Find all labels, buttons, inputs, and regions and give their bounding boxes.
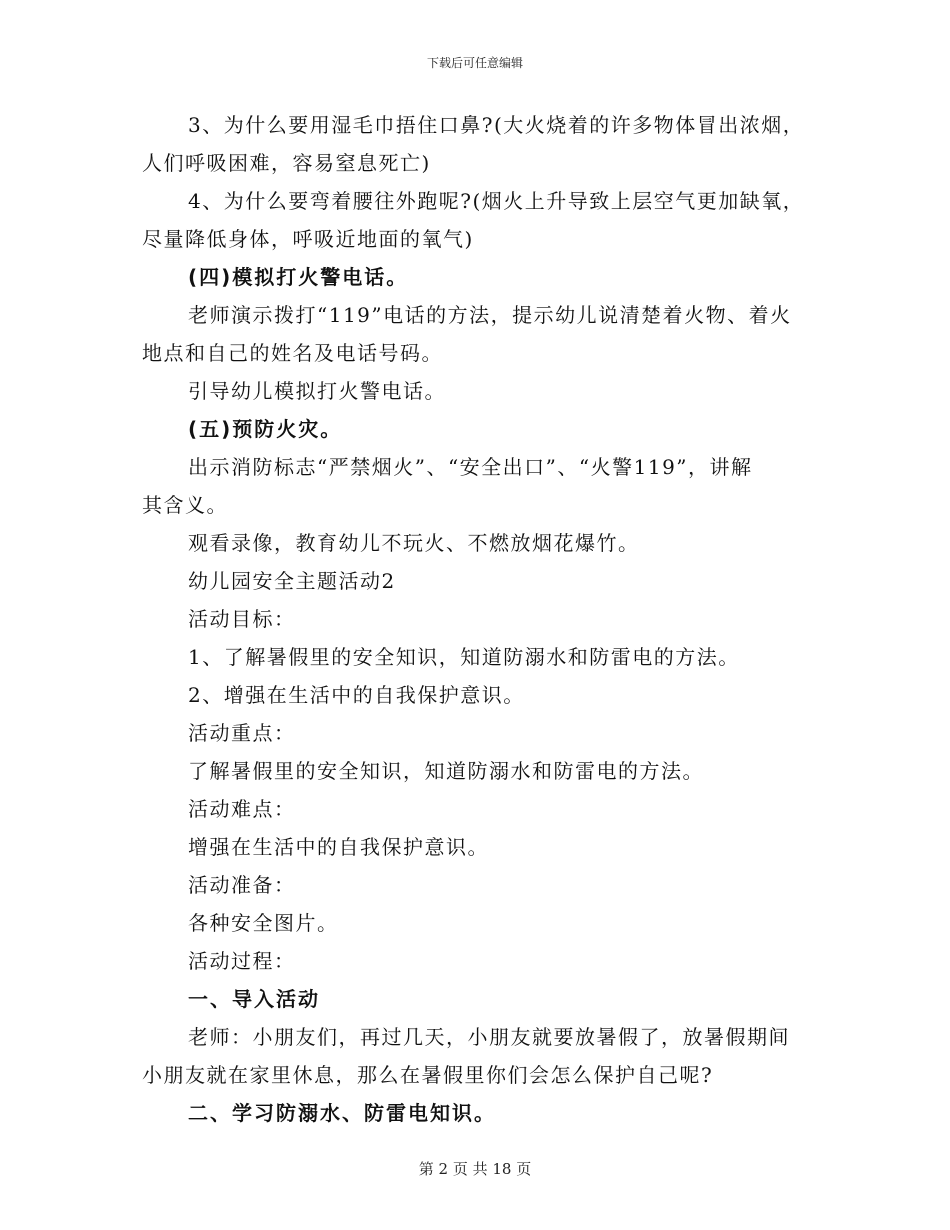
page-header: 下载后可任意编辑 <box>426 56 523 70</box>
paragraph-line: 活动准备： <box>188 873 296 897</box>
paragraph-line: 2、增强在生活中的自我保护意识。 <box>188 683 525 707</box>
page-footer: 第 2 页 共 18 页 <box>418 1160 532 1178</box>
paragraph-line: 出示消防标志“严禁烟火”、“安全出口”、“火警119”，讲解 <box>188 455 753 479</box>
paragraph-line: 4、为什么要弯着腰往外跑呢?(烟火上升导致上层空气更加缺氧， <box>188 189 805 213</box>
section-heading: (五)预防火灾。 <box>188 417 343 441</box>
paragraph-line: 引导幼儿模拟打火警电话。 <box>188 379 446 403</box>
paragraph-line: 了解暑假里的安全知识，知道防溺水和防雷电的方法。 <box>188 759 704 783</box>
paragraph-line: 3、为什么要用湿毛巾捂住口鼻?(大火烧着的许多物体冒出浓烟， <box>188 113 805 137</box>
paragraph-line: 活动重点： <box>188 721 296 745</box>
paragraph-line: 人们呼吸困难，容易窒息死亡) <box>142 151 431 175</box>
paragraph-line: 地点和自己的姓名及电话号码。 <box>142 341 443 365</box>
paragraph-line: 老师：小朋友们，再过几天，小朋友就要放暑假了，放暑假期间 <box>188 1025 790 1049</box>
paragraph-line: 活动难点： <box>188 797 296 821</box>
section-heading: (四)模拟打火警电话。 <box>188 265 409 289</box>
paragraph-line: 小朋友就在家里休息，那么在暑假里你们会怎么保护自己呢? <box>142 1063 714 1087</box>
document-body <box>142 106 812 1132</box>
paragraph-line: 幼儿园安全主题活动2 <box>188 569 396 593</box>
paragraph-line: 观看录像，教育幼儿不玩火、不燃放烟花爆竹。 <box>188 531 640 555</box>
paragraph-line: 增强在生活中的自我保护意识。 <box>188 835 489 859</box>
paragraph-line: 活动目标： <box>188 607 296 631</box>
paragraph-line: 尽量降低身体，呼吸近地面的氧气) <box>142 227 474 251</box>
paragraph-line: 1、了解暑假里的安全知识，知道防溺水和防雷电的方法。 <box>188 645 740 669</box>
paragraph-line: 老师演示拨打“119”电话的方法，提示幼儿说清楚着火物、着火 <box>188 303 792 327</box>
section-heading: 一、导入活动 <box>188 987 320 1011</box>
paragraph-line: 各种安全图片。 <box>188 911 339 935</box>
paragraph-line: 活动过程： <box>188 949 296 973</box>
section-heading: 二、学习防溺水、防雷电知识。 <box>188 1101 496 1125</box>
paragraph-line: 其含义。 <box>142 493 228 517</box>
